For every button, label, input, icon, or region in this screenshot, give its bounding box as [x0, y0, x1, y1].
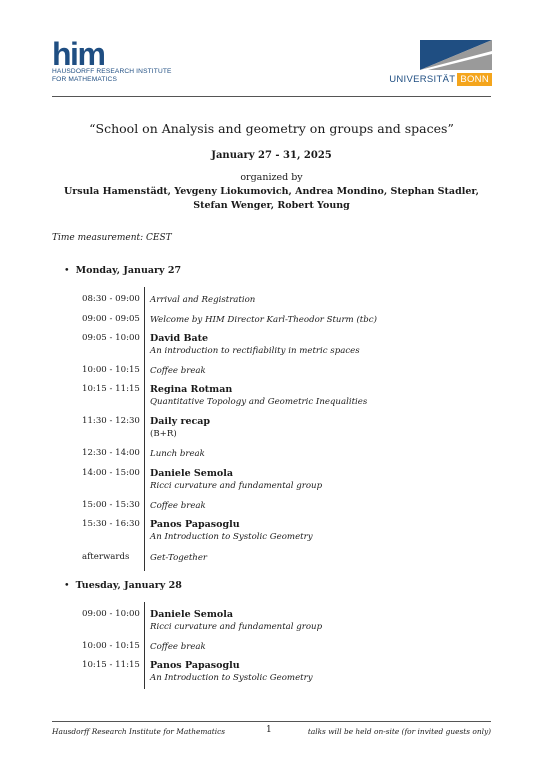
row-time: 10:00 - 10:15: [82, 365, 140, 375]
row-time: afterwards: [82, 552, 130, 562]
row-event: Lunch break: [150, 449, 205, 459]
footer-divider: [52, 721, 491, 722]
row-time: 09:00 - 10:00: [82, 609, 140, 619]
page-number: 1: [266, 725, 272, 735]
uni-bonn-logo-wordmark: [389, 73, 492, 86]
row-time: 10:00 - 10:15: [82, 641, 140, 651]
header-divider: [52, 96, 491, 97]
row-time: 08:30 - 09:00: [82, 294, 140, 304]
row-time: 09:00 - 09:05: [82, 314, 140, 324]
row-speaker: David Bate: [150, 333, 209, 344]
row-event: Coffee break: [150, 366, 206, 376]
row-event: Get-Together: [150, 553, 208, 563]
row-talk-title: Quantitative Topology and Geometric Inequalities: [150, 397, 368, 407]
organizers-line1: Ursula Hamenstädt, Yevgeny Liokumovich, Andrea Mondino, Stephan Stadler,: [63, 186, 479, 197]
row-time: 10:15 - 11:15: [82, 660, 140, 670]
row-talk-title: (B+R): [150, 429, 177, 439]
day-heading-label: Monday, January 27: [75, 265, 182, 276]
footer-institute: Hausdorff Research Institute for Mathematics: [52, 727, 226, 736]
event-title: “School on Analysis and geometry on groups and spaces”: [89, 121, 454, 136]
uni-bonn-logo-graphic: [420, 40, 492, 70]
uni-bonn-logo: [376, 40, 492, 86]
day-heading-tuesday: [64, 580, 182, 591]
row-speaker: Panos Papasoglu: [150, 660, 240, 671]
row-speaker: Regina Rotman: [150, 384, 233, 395]
row-event: Welcome by HIM Director Karl-Theodor Sturm (tbc): [150, 315, 377, 325]
row-speaker: Daily recap: [150, 416, 211, 427]
row-talk-title: An introduction to rectifiability in metric spaces: [150, 346, 360, 356]
footer-note: talks will be held on-site (for invited guests only): [307, 727, 491, 736]
him-subtitle-line1: HAUSDORFF RESEARCH INSTITUTE: [52, 68, 172, 75]
row-time: 11:30 - 12:30: [82, 416, 140, 426]
him-logo: [52, 40, 192, 84]
uni-bonn-logo-uni: UNIVERSITÄT: [389, 74, 456, 85]
row-event: Coffee break: [150, 501, 206, 511]
schedule-divider-line: [144, 287, 145, 571]
row-time: 10:15 - 11:15: [82, 384, 140, 394]
him-logo-mark: [52, 40, 128, 68]
row-talk-title: Ricci curvature and fundamental group: [150, 622, 323, 632]
row-event: Coffee break: [150, 642, 206, 652]
him-subtitle-line2: FOR MATHEMATICS: [52, 76, 118, 83]
schedule-table-tuesday: [82, 602, 502, 689]
row-talk-title: An Introduction to Systolic Geometry: [150, 532, 313, 542]
bullet-icon: •: [64, 580, 70, 591]
schedule-table-monday: [82, 287, 502, 571]
row-talk-title: An Introduction to Systolic Geometry: [150, 673, 313, 683]
row-speaker: Daniele Semola: [150, 468, 233, 479]
row-time: 09:05 - 10:00: [82, 333, 140, 343]
time-measurement-note: Time measurement: CEST: [52, 233, 172, 243]
row-speaker: Daniele Semola: [150, 609, 233, 620]
day-heading-label: Tuesday, January 28: [75, 580, 182, 591]
uni-bonn-logo-city: BONN: [457, 73, 492, 86]
row-event: Arrival and Registration: [150, 295, 256, 305]
schedule-divider-line: [144, 602, 145, 689]
him-logo-text: him: [52, 40, 105, 68]
organizers-line2: Stefan Wenger, Robert Young: [193, 200, 350, 211]
organizers: [40, 185, 503, 213]
row-time: 15:30 - 16:30: [82, 519, 140, 529]
row-time: 15:00 - 15:30: [82, 500, 140, 510]
row-talk-title: Ricci curvature and fundamental group: [150, 481, 323, 491]
row-time: 14:00 - 15:00: [82, 468, 140, 478]
organized-by-label: organized by: [240, 172, 303, 183]
row-time: 12:30 - 14:00: [82, 448, 140, 458]
row-speaker: Panos Papasoglu: [150, 519, 240, 530]
event-dates: January 27 - 31, 2025: [211, 150, 332, 161]
bullet-icon: •: [64, 265, 70, 276]
day-heading-monday: [64, 265, 181, 276]
